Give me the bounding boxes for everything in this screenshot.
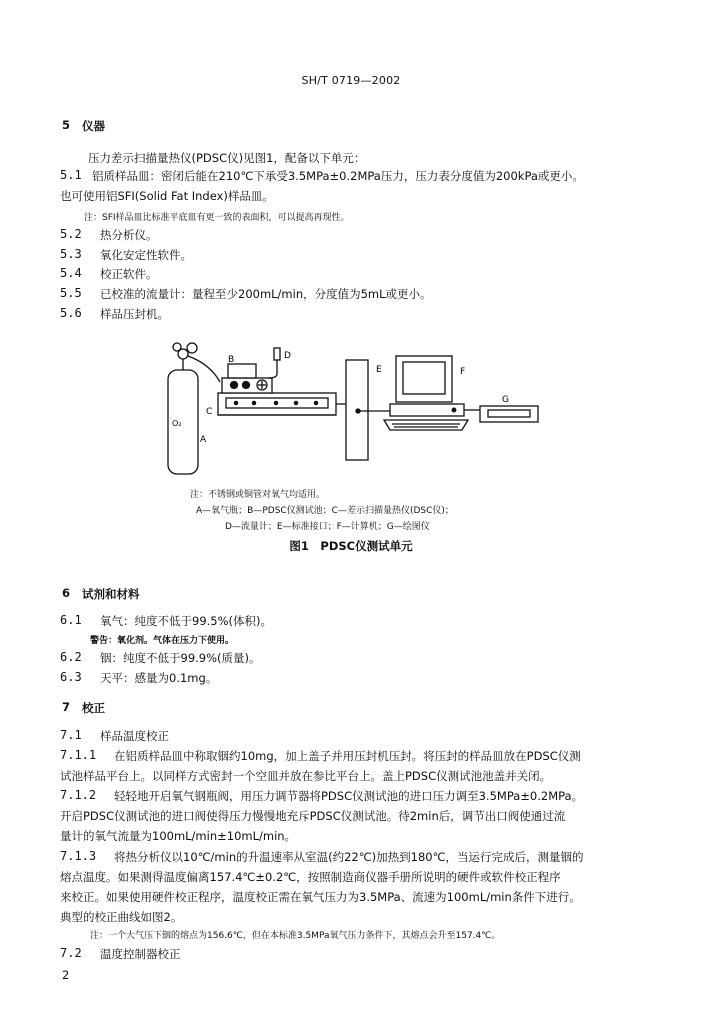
section-7-title: 校正 xyxy=(82,701,105,715)
item-7-2-number: 7.2 xyxy=(60,946,82,960)
figure-1-diagram xyxy=(150,334,560,484)
section-5-title: 仪器 xyxy=(82,119,105,133)
item-7-1-2-line2: 开启PDSC仪测试池的进口阀使得压力慢慢地充斥PDSC仪测试池。待2min后，调节出口阀使通过流 xyxy=(60,809,566,823)
computer xyxy=(384,356,468,430)
item-5-1-line1: 铝质样品皿：密闭后能在210℃下承受3.5MPa±0.2MPa压力，压力表分度值为200kPa或更小。 xyxy=(92,169,584,183)
item-6-2-number: 6.2 xyxy=(60,650,82,664)
item-5-5-number: 5.5 xyxy=(60,286,82,300)
section-6-warning: 警告：氧化剂。气体在压力下使用。 xyxy=(90,636,235,646)
diagram-label-a: A xyxy=(200,435,207,445)
page-number: 2 xyxy=(62,968,70,982)
item-5-4-number: 5.4 xyxy=(60,266,82,280)
diagram-label-e: E xyxy=(376,365,382,375)
figure-1-note: 注：不锈钢或铜管对氧气均适用。 xyxy=(190,490,326,500)
item-5-3-text: 氧化安定性软件。 xyxy=(100,248,192,262)
diagram-label-o2: O₂ xyxy=(172,419,182,428)
page-header: SH/T 0719—2002 xyxy=(301,74,401,87)
item-5-4-text: 校正软件。 xyxy=(100,267,158,281)
item-6-3-number: 6.3 xyxy=(60,670,82,684)
dsc-unit xyxy=(218,393,336,415)
diagram-label-f: F xyxy=(460,367,466,377)
item-5-1-number: 5.1 xyxy=(60,168,82,182)
flow-meter xyxy=(268,348,280,378)
item-7-1-2-line3: 量计的氧气流量为100mL/min±10mL/min。 xyxy=(60,829,297,843)
item-7-1-number: 7.1 xyxy=(60,728,82,742)
item-7-1-1-number: 7.1.1 xyxy=(60,748,97,762)
item-5-6-text: 样品压封机。 xyxy=(100,307,169,321)
item-6-2-text: 铟：纯度不低于99.9%(质量)。 xyxy=(100,651,261,665)
figure-1-legend-line1: A—氧气瓶；B—PDSC仪测试池；C—差示扫描量热仪(DSC仪)； xyxy=(196,506,454,516)
item-5-1-line2: 也可使用铝SFI(Solid Fat Index)样品皿。 xyxy=(60,189,274,203)
section-5-note: 注：SFI样品皿比标准平底皿有更一致的表面积，可以提高再现性。 xyxy=(84,213,350,223)
figure-1-title: 图1 PDSC仪测试单元 xyxy=(289,539,413,553)
figure-1-legend-line2: D—流量计；E—标准接口；F—计算机；G—绘图仪 xyxy=(225,522,430,532)
item-7-1-1-line1: 在铝质样品皿中称取铟约10mg，加上盖子并用压封机压封。将压封的样品皿放在PDSC仪测 xyxy=(114,749,581,763)
item-7-1-2-number: 7.1.2 xyxy=(60,788,97,802)
item-7-1-3-line3: 来校正。如果使用硬件校正程序，温度校正需在氧气压力为3.5MPa、流速为100mL/min条件下进行。 xyxy=(60,890,581,904)
item-5-3-number: 5.3 xyxy=(60,247,82,261)
item-7-1-3-line4: 典型的校正曲线如图2。 xyxy=(60,910,183,924)
item-6-1-text: 氧气：纯度不低于99.5%(体积)。 xyxy=(100,614,273,628)
pdsc-cell xyxy=(222,364,272,393)
section-5-number: 5 xyxy=(62,118,71,132)
item-5-2-text: 热分析仪。 xyxy=(100,228,158,242)
section-6-title: 试剂和材料 xyxy=(82,587,140,601)
diagram-label-g: G xyxy=(502,395,509,405)
item-7-1-3-line1: 将热分析仪以10℃/min的升温速率从室温(约22℃)加热到180℃，当运行完成后，测量铟的 xyxy=(114,850,584,864)
item-7-1-3-line2: 熔点温度。如果测得温度偏离157.4℃±0.2℃，按照制造商仪器手册所说明的硬件或软件校正程序 xyxy=(60,870,561,884)
diagram-label-c: C xyxy=(206,407,213,417)
item-7-1-1-line2: 试池样品平台上。以同样方式密封一个空皿并放在参比平台上。盖上PDSC仪测试池池盖并关闭。 xyxy=(60,769,552,783)
section-7-note: 注：一个大气压下铟的熔点为156.6℃，但在本标准3.5MPa氧气压力条件下，其熔点会升至157.4℃。 xyxy=(90,931,501,941)
section-7-number: 7 xyxy=(62,700,71,714)
section-6-number: 6 xyxy=(62,586,71,600)
item-6-1-number: 6.1 xyxy=(60,613,82,627)
oxygen-cylinder xyxy=(168,343,198,474)
item-6-3-text: 天平：感量为0.1mg。 xyxy=(100,671,218,685)
item-7-2-text: 温度控制器校正 xyxy=(100,947,181,961)
item-7-1-3-number: 7.1.3 xyxy=(60,849,97,863)
item-7-1-text: 样品温度校正 xyxy=(100,729,169,743)
plotter xyxy=(480,406,538,422)
diagram-label-d: D xyxy=(284,351,291,361)
item-5-6-number: 5.6 xyxy=(60,306,82,320)
item-5-5-text: 已校准的流量计：量程至少200mL/min，分度值为5mL或更小。 xyxy=(100,287,432,301)
item-7-1-2-line1: 轻轻地开启氧气钢瓶阀，用压力调节器将PDSC仪测试池的进口压力调至3.5MPa±0.2MPa。 xyxy=(114,789,584,803)
section-5-intro: 压力差示扫描量热仪(PDSC仪)见图1，配备以下单元： xyxy=(88,151,366,165)
item-5-2-number: 5.2 xyxy=(60,227,82,241)
diagram-label-b: B xyxy=(228,355,235,365)
